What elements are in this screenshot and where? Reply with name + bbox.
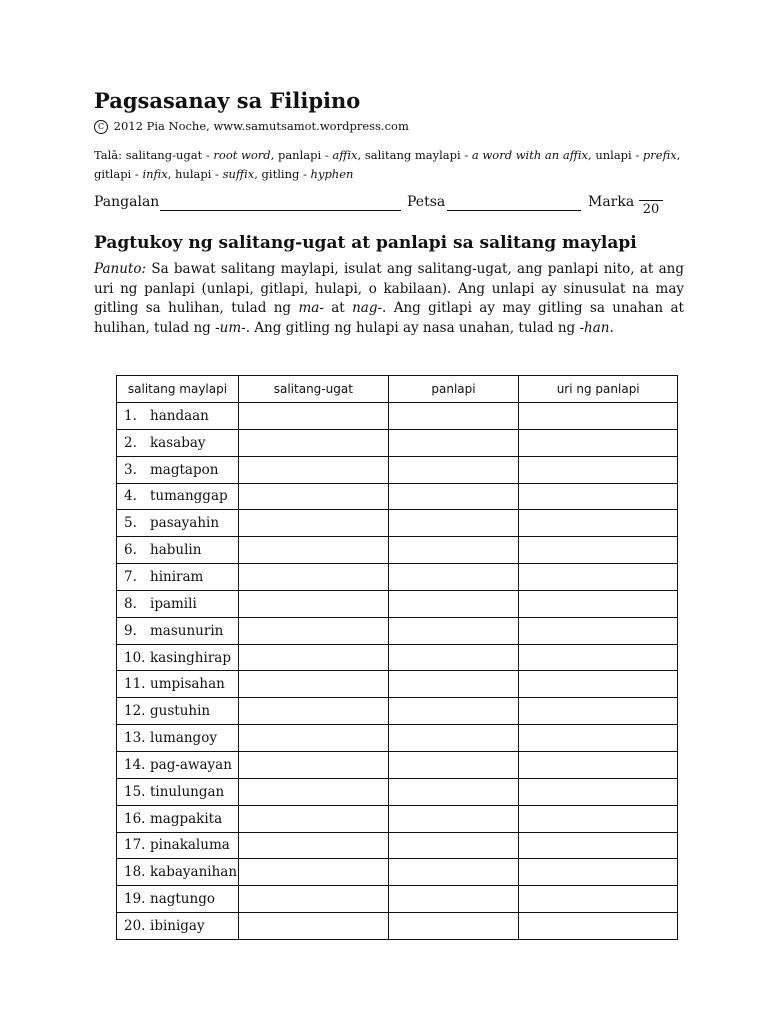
glossary-term: salitang maylapi <box>364 148 461 162</box>
answer-table <box>116 375 678 940</box>
item-number: 9. <box>124 622 137 639</box>
uri-answer-cell[interactable] <box>519 913 678 940</box>
maylapi-word: kasabay <box>150 434 206 451</box>
salitang-ugat-answer-cell[interactable] <box>238 590 388 617</box>
item-number: 15. <box>124 783 146 800</box>
header-salitang-maylapi: salitang maylapi <box>117 376 239 403</box>
instructions-text: Sa bawat salitang maylapi, isulat ang salitang-ugat, ang panlapi nito, at ang uri ng panlapi (unlapi, gitlapi, hulapi, o kabilaan). Ang unlapi ay sinusulat na may gitling sa hulihan, tulad ng <box>94 261 684 316</box>
table-row <box>117 564 678 591</box>
panlapi-answer-cell[interactable] <box>388 510 519 537</box>
petsa-label: Petsa <box>407 194 446 210</box>
copyright-text: 2012 Pia Noche, www.samutsamot.wordpress.com <box>113 119 409 133</box>
marka-fraction-bar <box>639 200 663 201</box>
maylapi-cell <box>117 483 239 510</box>
instructions-label: Panuto: <box>94 261 147 277</box>
table-row <box>117 537 678 564</box>
maylapi-cell <box>117 832 239 859</box>
instructions-example: -han <box>579 319 610 336</box>
maylapi-word: pasayahin <box>150 515 220 532</box>
header-panlapi: panlapi <box>388 376 519 403</box>
item-number: 2. <box>124 434 137 451</box>
uri-answer-cell[interactable] <box>519 429 678 456</box>
item-number: 5. <box>124 515 137 532</box>
salitang-ugat-answer-cell[interactable] <box>238 698 388 725</box>
panlapi-answer-cell[interactable] <box>388 429 519 456</box>
maylapi-cell <box>117 725 239 752</box>
glossary-term: salitang-ugat <box>125 148 203 162</box>
panlapi-answer-cell[interactable] <box>388 537 519 564</box>
instructions-text: . Ang gitlapi ay may gitling sa unahan at hulihan, tulad ng <box>94 300 684 336</box>
glossary-term: unlapi <box>595 148 632 162</box>
section-title: Pagtukoy ng salitang-ugat at panlapi sa salitang maylapi <box>94 233 637 253</box>
maylapi-word: handaan <box>150 407 209 424</box>
maylapi-word: ibinigay <box>150 917 205 934</box>
salitang-ugat-answer-cell[interactable] <box>238 644 388 671</box>
salitang-ugat-answer-cell[interactable] <box>238 537 388 564</box>
table-row <box>117 403 678 430</box>
salitang-ugat-answer-cell[interactable] <box>238 483 388 510</box>
table-row <box>117 510 678 537</box>
panlapi-answer-cell[interactable] <box>388 886 519 913</box>
glossary-term: gitling <box>261 167 300 181</box>
salitang-ugat-answer-cell[interactable] <box>238 805 388 832</box>
panlapi-answer-cell[interactable] <box>388 483 519 510</box>
item-number: 16. <box>124 810 146 827</box>
maylapi-word: kasinghirap <box>150 649 231 666</box>
item-number: 6. <box>124 542 137 559</box>
item-number: 13. <box>124 730 146 747</box>
glossary-meaning: root word <box>213 148 271 162</box>
maylapi-cell <box>117 590 239 617</box>
uri-answer-cell[interactable] <box>519 590 678 617</box>
uri-answer-cell[interactable] <box>519 564 678 591</box>
instructions-text: . <box>609 319 614 336</box>
maylapi-cell <box>117 671 239 698</box>
salitang-ugat-answer-cell[interactable] <box>238 913 388 940</box>
uri-answer-cell[interactable] <box>519 617 678 644</box>
student-fields <box>94 194 684 224</box>
copyright-line <box>94 118 684 134</box>
table-row <box>117 859 678 886</box>
maylapi-word: habulin <box>150 542 202 559</box>
item-number: 8. <box>124 595 137 612</box>
maylapi-cell <box>117 403 239 430</box>
salitang-ugat-answer-cell[interactable] <box>238 429 388 456</box>
item-number: 14. <box>124 756 146 773</box>
uri-answer-cell[interactable] <box>519 832 678 859</box>
maylapi-cell <box>117 644 239 671</box>
table-body <box>117 403 678 940</box>
item-number: 10. <box>124 649 146 666</box>
salitang-ugat-answer-cell[interactable] <box>238 510 388 537</box>
panlapi-answer-cell[interactable] <box>388 751 519 778</box>
glossary-term: hulapi <box>175 167 212 181</box>
panlapi-answer-cell[interactable] <box>388 698 519 725</box>
petsa-field[interactable] <box>447 210 581 211</box>
salitang-ugat-answer-cell[interactable] <box>238 886 388 913</box>
table-row <box>117 456 678 483</box>
maylapi-word: kabayanihan <box>150 864 238 881</box>
panlapi-answer-cell[interactable] <box>388 644 519 671</box>
instructions-text: at <box>323 300 353 316</box>
instructions-text: . Ang gitling ng hulapi ay nasa unahan, tulad ng <box>245 319 580 336</box>
maylapi-word: nagtungo <box>150 891 215 908</box>
uri-answer-cell[interactable] <box>519 671 678 698</box>
maylapi-word: pag-awayan <box>150 756 232 773</box>
panlapi-answer-cell[interactable] <box>388 805 519 832</box>
panlapi-answer-cell[interactable] <box>388 617 519 644</box>
panlapi-answer-cell[interactable] <box>388 913 519 940</box>
uri-answer-cell[interactable] <box>519 751 678 778</box>
maylapi-word: magtapon <box>150 461 219 478</box>
maylapi-word: ipamili <box>150 595 197 612</box>
uri-answer-cell[interactable] <box>519 644 678 671</box>
marka-score-field[interactable] <box>639 200 663 217</box>
header-salitang-ugat: salitang-ugat <box>238 376 388 403</box>
salitang-ugat-answer-cell[interactable] <box>238 832 388 859</box>
maylapi-word: tinulungan <box>150 783 225 800</box>
uri-answer-cell[interactable] <box>519 456 678 483</box>
maylapi-cell <box>117 859 239 886</box>
table-row <box>117 778 678 805</box>
item-number: 3. <box>124 461 137 478</box>
maylapi-cell <box>117 805 239 832</box>
pangalan-field[interactable] <box>160 210 401 211</box>
maylapi-cell <box>117 698 239 725</box>
glossary-meaning: infix <box>142 167 168 181</box>
salitang-ugat-answer-cell[interactable] <box>238 751 388 778</box>
page-title: Pagsasanay sa Filipino <box>94 88 361 113</box>
table-row <box>117 832 678 859</box>
instructions <box>94 260 684 338</box>
table-row <box>117 725 678 752</box>
instructions-example: ma- <box>298 300 324 316</box>
salitang-ugat-answer-cell[interactable] <box>238 617 388 644</box>
maylapi-cell <box>117 886 239 913</box>
maylapi-word: umpisahan <box>150 676 225 693</box>
item-number: 1. <box>124 407 137 424</box>
worksheet <box>94 88 684 338</box>
table-row <box>117 483 678 510</box>
maylapi-cell <box>117 510 239 537</box>
uri-answer-cell[interactable] <box>519 537 678 564</box>
table-row <box>117 805 678 832</box>
glossary-meaning: prefix <box>642 148 677 162</box>
table-header-row <box>117 376 678 403</box>
copyright-icon: C <box>94 120 108 134</box>
maylapi-word: tumanggap <box>150 488 228 505</box>
instructions-example: nag- <box>352 300 383 316</box>
uri-answer-cell[interactable] <box>519 725 678 752</box>
maylapi-word: masunurin <box>150 622 224 639</box>
pangalan-label: Pangalan <box>94 194 160 210</box>
salitang-ugat-answer-cell[interactable] <box>238 859 388 886</box>
uri-answer-cell[interactable] <box>519 805 678 832</box>
table-row <box>117 913 678 940</box>
item-number: 17. <box>124 837 146 854</box>
salitang-ugat-answer-cell[interactable] <box>238 456 388 483</box>
panlapi-answer-cell[interactable] <box>388 456 519 483</box>
panlapi-answer-cell[interactable] <box>388 564 519 591</box>
table-row <box>117 886 678 913</box>
panlapi-answer-cell[interactable] <box>388 859 519 886</box>
table-row <box>117 617 678 644</box>
table-row <box>117 590 678 617</box>
panlapi-answer-cell[interactable] <box>388 778 519 805</box>
panlapi-answer-cell[interactable] <box>388 725 519 752</box>
glossary-meaning: affix <box>332 148 358 162</box>
maylapi-word: gustuhin <box>150 703 211 720</box>
maylapi-word: pinakaluma <box>150 837 230 854</box>
glossary-note: Talā: salitang-ugat - root word, panlapi - affix, salitang maylapi - a word with an affix, unlapi - prefix, gitlapi - infix, hulapi - suffix, gitling - hyphen <box>94 148 681 181</box>
table-row <box>117 429 678 456</box>
glossary-meaning: a word with an affix <box>471 148 589 162</box>
uri-answer-cell[interactable] <box>519 698 678 725</box>
item-number: 4. <box>124 488 137 505</box>
salitang-ugat-answer-cell[interactable] <box>238 671 388 698</box>
maylapi-cell <box>117 778 239 805</box>
table-row <box>117 644 678 671</box>
maylapi-cell <box>117 456 239 483</box>
panlapi-answer-cell[interactable] <box>388 832 519 859</box>
uri-answer-cell[interactable] <box>519 859 678 886</box>
header-uri-ng-panlapi: uri ng panlapi <box>519 376 678 403</box>
instructions-example: -um- <box>215 319 246 336</box>
maylapi-word: lumangoy <box>150 730 217 747</box>
item-number: 12. <box>124 703 146 720</box>
table-row <box>117 698 678 725</box>
item-number: 19. <box>124 891 146 908</box>
maylapi-cell <box>117 751 239 778</box>
salitang-ugat-answer-cell[interactable] <box>238 564 388 591</box>
maylapi-word: magpakita <box>150 810 223 827</box>
maylapi-cell <box>117 913 239 940</box>
maylapi-cell <box>117 564 239 591</box>
salitang-ugat-answer-cell[interactable] <box>238 725 388 752</box>
glossary-meaning: suffix <box>222 167 255 181</box>
maylapi-cell <box>117 429 239 456</box>
marka-denominator: 20 <box>642 202 660 217</box>
glossary-term: gitlapi <box>94 167 132 181</box>
table-row <box>117 751 678 778</box>
uri-answer-cell[interactable] <box>519 886 678 913</box>
uri-answer-cell[interactable] <box>519 403 678 430</box>
salitang-ugat-answer-cell[interactable] <box>238 403 388 430</box>
uri-answer-cell[interactable] <box>519 778 678 805</box>
panlapi-answer-cell[interactable] <box>388 590 519 617</box>
panlapi-answer-cell[interactable] <box>388 671 519 698</box>
uri-answer-cell[interactable] <box>519 510 678 537</box>
panlapi-answer-cell[interactable] <box>388 403 519 430</box>
glossary-term: panlapi <box>277 148 322 162</box>
item-number: 18. <box>124 864 146 881</box>
item-number: 20. <box>124 917 146 934</box>
salitang-ugat-answer-cell[interactable] <box>238 778 388 805</box>
item-number: 11. <box>124 676 146 693</box>
maylapi-word: hiniram <box>150 568 204 585</box>
glossary-prefix: Talā: <box>94 148 126 162</box>
maylapi-cell <box>117 537 239 564</box>
item-number: 7. <box>124 568 137 585</box>
marka-label: Marka <box>588 194 635 210</box>
table-row <box>117 671 678 698</box>
maylapi-cell <box>117 617 239 644</box>
glossary-meaning: hyphen <box>310 167 354 181</box>
uri-answer-cell[interactable] <box>519 483 678 510</box>
